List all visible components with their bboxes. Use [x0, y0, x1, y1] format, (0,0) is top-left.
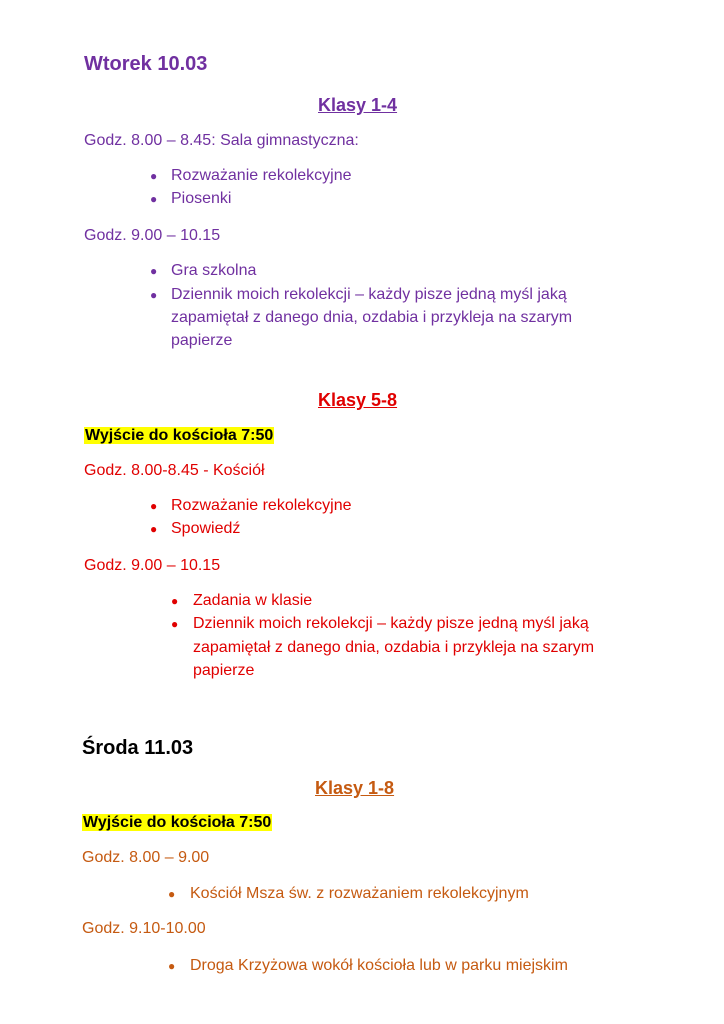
tuesday-group2-slot2-time: Godz. 9.00 – 10.15: [84, 557, 221, 574]
list-item-continuation: zapamiętał z danego dnia, ozdabia i przykleja na szarym: [171, 309, 573, 326]
wednesday-title: Środa 11.03: [82, 737, 194, 759]
list-item: Kościół Msza św. z rozważaniem rekolekcyjnym: [190, 885, 529, 902]
bullet-icon: ●: [150, 192, 158, 206]
list-item-continuation: papierze: [171, 332, 233, 349]
list-item: Rozważanie rekolekcyjne: [171, 497, 352, 514]
tuesday-group1-slot1-time: Godz. 8.00 – 8.45: Sala gimnastyczna:: [84, 132, 359, 149]
list-item: Rozważanie rekolekcyjne: [171, 167, 352, 184]
list-item: Dziennik moich rekolekcji – każdy pisze jedną myśl jaką: [193, 615, 589, 632]
list-item: Gra szkolna: [171, 262, 257, 279]
list-item-continuation: zapamiętał z danego dnia, ozdabia i przykleja na szarym: [193, 639, 595, 656]
list-item: Dziennik moich rekolekcji – każdy pisze jedną myśl jaką: [171, 286, 567, 303]
list-item: Droga Krzyżowa wokół kościoła lub w parku miejskim: [190, 957, 568, 974]
bullet-icon: ●: [150, 264, 158, 278]
tuesday-group2-heading: Klasy 5-8: [318, 390, 398, 410]
list-item-continuation: papierze: [193, 662, 255, 679]
bullet-icon: ●: [171, 594, 179, 608]
wednesday-group1-heading: Klasy 1-8: [315, 778, 395, 798]
list-item: Piosenki: [171, 190, 232, 207]
bullet-icon: ●: [150, 499, 158, 513]
bullet-icon: ●: [150, 169, 158, 183]
bullet-icon: ●: [150, 522, 158, 536]
list-item: Zadania w klasie: [193, 592, 313, 609]
bullet-icon: ●: [168, 887, 176, 901]
tuesday-group1-heading: Klasy 1-4: [318, 95, 398, 115]
notice-highlight: Wyjście do kościoła 7:50: [85, 427, 274, 444]
tuesday-title: Wtorek 10.03: [84, 53, 208, 75]
wednesday-group1-slot2-time: Godz. 9.10-10.00: [82, 920, 206, 937]
bullet-icon: ●: [171, 617, 179, 631]
tuesday-group2-notice: [84, 426, 274, 446]
bullet-icon: ●: [168, 959, 176, 973]
wednesday-group1-notice: [82, 813, 272, 833]
tuesday-group1-slot2-time: Godz. 9.00 – 10.15: [84, 227, 221, 244]
tuesday-group2-slot1-time: Godz. 8.00-8.45 - Kościół: [84, 462, 265, 479]
notice-highlight: Wyjście do kościoła 7:50: [83, 814, 272, 831]
list-item: Spowiedź: [171, 520, 241, 537]
wednesday-group1-slot1-time: Godz. 8.00 – 9.00: [82, 849, 210, 866]
bullet-icon: ●: [150, 288, 158, 302]
